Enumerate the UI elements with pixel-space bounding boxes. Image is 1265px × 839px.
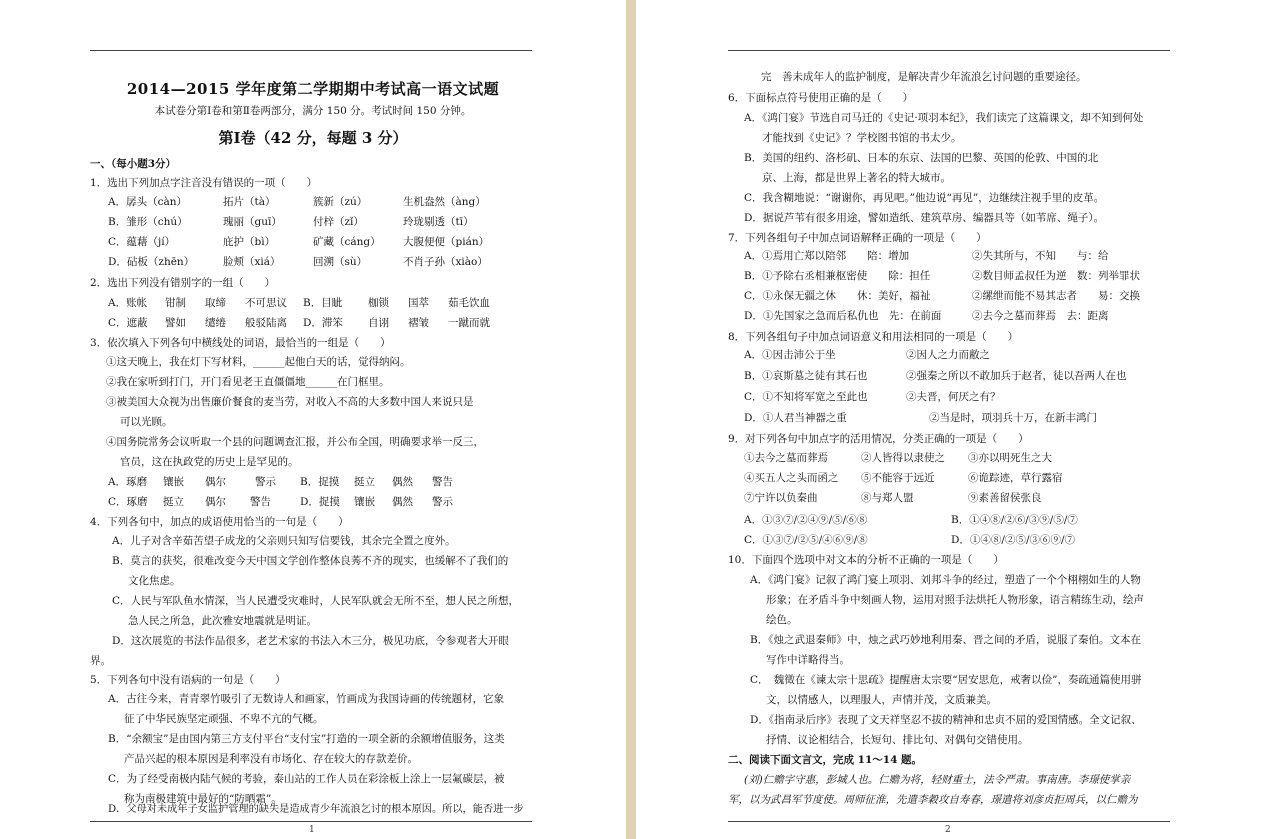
section-heading: 二、阅读下面文言文，完成 11～14 题。 xyxy=(728,754,923,766)
exam-title: 2014—2015 学年度第二学期期中考试高一语文试题 xyxy=(126,80,500,98)
q1-cell: 矿藏（cáng） xyxy=(313,236,381,248)
q3-sentence: ②我在家听到打门，开门看见老王直僵僵地______在门框里。 xyxy=(106,376,390,388)
q3-sentence: ③被美国大众视为出售廉价餐食的麦当劳，对收入不高的大多数中国人来说只是 xyxy=(106,396,474,408)
q8-cell: ②当是时，项羽兵十万，在新丰鸿门 xyxy=(929,412,1097,424)
classical-passage: 军，以为武昌军节度使。周师征淮，先遣李穀攻自寿春，璟遣将刘彦贞拒周兵，以仁赡为 xyxy=(728,794,1138,806)
header-rule xyxy=(728,50,1170,51)
q7-cell: D．①先国家之急而后私仇也 先：在前面 xyxy=(744,310,942,322)
question-3-stem: 3．依次填入下列各句中横线处的词语，最恰当的一组是（ ） xyxy=(90,337,391,349)
q1-cell: 瑰丽（guī） xyxy=(223,216,282,228)
q9-option: C．①③⑦/②⑤/④⑥⑨/⑧ xyxy=(744,534,868,546)
q6-option-c: C．我含糊地说：“谢谢你，再见吧。”他边说“再见”，边继续注视手里的皮革。 xyxy=(744,192,1105,204)
q9-cell: ⑦宁许以负秦曲 xyxy=(744,492,818,504)
q3-cell: 偶尔 xyxy=(205,476,226,488)
q3-cell: 挺立 xyxy=(163,496,184,508)
q3-cell: 偶尔 xyxy=(205,496,226,508)
q2-cell: 取缔 xyxy=(205,297,226,309)
volume-heading: 第Ⅰ卷（42 分，每题 3 分） xyxy=(218,129,408,147)
q1-cell: 付梓（zǐ） xyxy=(313,216,364,228)
q2-cell: 不可思议 xyxy=(245,297,287,309)
q3-cell: D．捉摸 xyxy=(300,496,340,508)
q1-cell: 回溯（sù） xyxy=(313,256,368,268)
question-2-stem: 2．选出下列没有错别字的一组（ ） xyxy=(90,277,276,289)
q5-option-c-cont: 称为南极建筑中最好的“防晒霜”。 xyxy=(124,793,282,805)
question-1-stem: 1．选出下列加点字注音没有错误的一项（ ） xyxy=(90,177,318,189)
q3-cell: 镶嵌 xyxy=(354,496,375,508)
page-gutter xyxy=(626,0,636,839)
q3-cell: 镶嵌 xyxy=(163,476,184,488)
q9-option: D．①④⑧/②⑤/③⑥⑨/⑦ xyxy=(951,534,1076,546)
q1-cell: 脸颊（xiá） xyxy=(223,256,281,268)
q6-option-b: B．美国的纽约、洛杉矶、日本的东京、法国的巴黎、英国的伦敦、中国的北 xyxy=(744,152,1099,164)
q9-cell: ⑧与郑人盟 xyxy=(861,492,914,504)
q10-option-a-cont: 形象；在矛盾斗争中刻画人物，运用对照手法烘托人物形象，语言精练生动，绘声 xyxy=(766,594,1144,606)
q4-option-b: B．莫言的获奖，很难改变今天中国文学创作整体良莠不齐的现实，也缓解不了我们的 xyxy=(112,555,509,567)
q3-cell: 警告 xyxy=(432,476,453,488)
q8-cell: A．①因击沛公于坐 xyxy=(744,349,836,361)
q1-cell: 庇护（bì） xyxy=(223,236,276,248)
q5-option-a-cont: 征了中华民族坚定顽强、不卑不亢的气概。 xyxy=(124,713,324,725)
q9-cell: ⑨素善留侯张良 xyxy=(968,492,1042,504)
q4-option-d: D．这次展览的书法作品很多，老艺术家的书法入木三分，极见功底，令参观者大开眼 xyxy=(112,635,509,647)
q7-cell: ②数目师孟叔任为逆 数：列举罪状 xyxy=(972,270,1140,282)
question-7-stem: 7．下列各组句子中加点词语解释正确的一项是（ ） xyxy=(728,232,987,244)
q2-cell: 譬如 xyxy=(165,317,186,329)
page-2 xyxy=(636,0,1265,839)
q8-cell: C．①不知将军宽之至此也 xyxy=(744,391,868,403)
q4-option-d-cont: 界。 xyxy=(90,655,111,667)
q9-cell: ①去今之墓而葬焉 xyxy=(744,452,828,464)
q10-option-d: D．《指南录后序》表现了文天祥坚忍不拔的精神和忠贞不屈的爱国情感。全文记叙、 xyxy=(750,714,1142,726)
q3-cell: C．琢磨 xyxy=(108,496,148,508)
question-4-stem: 4．下列各句中，加点的成语使用恰当的一句是（ ） xyxy=(90,516,349,528)
q2-cell: 自诩 xyxy=(368,317,389,329)
q6-option-d: D．据说芦苇有很多用途，譬如造纸、建筑草房、编器具等（如苇席、绳子）。 xyxy=(744,212,1105,224)
q9-cell: ⑤不能容于远近 xyxy=(861,472,935,484)
question-5-stem: 5．下列各句中没有语病的一句是（ ） xyxy=(90,674,286,686)
q6-option-b-cont: 京、上海，都是世界上著名的特大城市。 xyxy=(762,172,951,184)
q2-cell: A．账帐 xyxy=(108,297,148,309)
q3-cell: 警告 xyxy=(250,496,271,508)
q1-cell: C．蕴藉（jí） xyxy=(108,236,176,248)
q6-option-a: A．《鸿门宴》节选自司马迁的《史记·项羽本纪》，我们读完了这篇课文，却不知到何处 xyxy=(744,112,1144,124)
q7-cell: A．①焉用亡郑以陪邻 陪：增加 xyxy=(744,250,910,262)
q10-option-d-cont: 抒情、议论相结合，长短句、排比句、对偶句交错使用。 xyxy=(766,734,1029,746)
q8-cell: ②夫晋，何厌之有？ xyxy=(906,391,1001,403)
page-number: 2 xyxy=(945,825,951,835)
footer-rule xyxy=(728,821,1170,822)
q8-cell: B．①哀斯墓之徒有其石也 xyxy=(744,370,868,382)
q1-cell: 大腹便便（pián） xyxy=(403,236,490,248)
q10-option-c: C． 魏徵在《谏太宗十思疏》提醒唐太宗要“居安思危，戒奢以俭”，奏疏通篇使用骈 xyxy=(750,674,1142,686)
q3-sentence: ①这天晚上，我在灯下写材料，______起他白天的话，觉得纳闷。 xyxy=(106,356,411,368)
q1-cell: 簇新（zú） xyxy=(313,196,368,208)
page-number: 1 xyxy=(309,825,315,835)
q7-cell: B．①予除右丞相兼枢密使 除：担任 xyxy=(744,270,931,282)
q2-cell: 一蹴而就 xyxy=(448,317,490,329)
q3-sentence: ④国务院常务会议听取一个县的问题调查汇报，并公布全国，明确要求举一反三， xyxy=(106,436,484,448)
q2-cell: 钳制 xyxy=(165,297,186,309)
q1-cell: 生机盎然（àng） xyxy=(403,196,486,208)
q10-option-c-cont: 文，以情感人，以理服人，声情并茂，文质兼美。 xyxy=(766,694,997,706)
q2-cell: B．目眦 xyxy=(303,297,343,309)
q2-cell: D．滞笨 xyxy=(303,317,343,329)
page-1 xyxy=(0,0,626,839)
q3-sentence: 可以光顾。 xyxy=(120,416,173,428)
q8-cell: ②因人之力而敝之 xyxy=(906,349,990,361)
q4-option-a: A．儿子对含辛茹苦望子成龙的父亲则只知写信要钱，其余完全置之度外。 xyxy=(112,535,456,547)
q5-option-b-cont: 产品兴起的根本原因是利率没有市场化、存在较大的存款差价。 xyxy=(124,753,418,765)
q7-cell: C．①永保无疆之休 休：美好，福祉 xyxy=(744,290,931,302)
q5-option-b: B．“余额宝”是由国内第三方支付平台“支付宝”打造的一项全新的余额增值服务，这类 xyxy=(108,733,505,745)
question-8-stem: 8．下列各组句子中加点词语意义和用法相同的一项是（ ） xyxy=(728,331,1019,343)
q3-sentence: 官员，这在执政党的历史上是罕见的。 xyxy=(120,456,299,468)
q10-option-b-cont: 写作中详略得当。 xyxy=(766,654,850,666)
question-10-stem: 10．下面四个选项中对文本的分析不正确的一项是（ ） xyxy=(728,554,1004,566)
q1-cell: B．雏形（chú） xyxy=(108,216,188,228)
q3-cell: 挺立 xyxy=(354,476,375,488)
q2-cell: 般驳陆离 xyxy=(245,317,287,329)
q1-cell: 不肖子孙（xiào） xyxy=(403,256,488,268)
q1-row: A．孱头（càn） xyxy=(108,196,187,208)
q2-cell: 国萃 xyxy=(408,297,429,309)
q10-option-a-cont: 绘色。 xyxy=(766,614,798,626)
section-heading: 一、（每小题3分） xyxy=(90,158,177,170)
q2-cell: 褶皱 xyxy=(408,317,429,329)
q3-cell: 警示 xyxy=(432,496,453,508)
q1-cell: 玲珑剔透（tī） xyxy=(403,216,474,228)
q6-option-a-cont: 才能找到《史记》？学校图书馆的书太少。 xyxy=(762,132,962,144)
footer-rule xyxy=(90,821,532,822)
q2-cell: 缱绻 xyxy=(205,317,226,329)
q9-cell: ④买五人之头而函之 xyxy=(744,472,839,484)
q3-cell: 警示 xyxy=(255,476,276,488)
q1-cell: D．砧板（zhēn） xyxy=(108,256,195,268)
q10-option-a: A．《鸿门宴》记叙了鸿门宴上项羽、刘邦斗争的经过，塑造了一个个栩栩如生的人物 xyxy=(750,574,1141,586)
q9-cell: ⑥诡踪迹，草行露宿 xyxy=(968,472,1063,484)
q5-option-d-cont: 完 善未成年人的监护制度，是解决青少年流浪乞讨问题的重要途径。 xyxy=(761,71,1087,83)
question-6-stem: 6．下面标点符号使用正确的是（ ） xyxy=(728,92,914,104)
q7-cell: ②失其所与，不知 与：给 xyxy=(972,250,1109,262)
exam-subtitle: 本试卷分第Ⅰ卷和第Ⅱ卷两部分，满分 150 分。考试时间 150 分钟。 xyxy=(154,105,472,117)
q4-option-b-cont: 文化焦虑。 xyxy=(128,575,181,587)
q7-cell: ②缧绁而能不易其志者 易：交换 xyxy=(972,290,1140,302)
q5-option-d: D．父母对未成年子女监护管理的缺失是造成青少年流浪乞讨的根本原因。所以，能否进一步 xyxy=(108,804,524,815)
classical-passage: (刘)仁赡字守惠，彭城人也。仁赡为将，轻财重士，法令严肃。事南唐。李璟使掌亲 xyxy=(744,774,1131,786)
q10-option-b: B．《烛之武退秦师》中，烛之武巧妙地利用秦、晋之间的矛盾，说服了秦伯。文本在 xyxy=(750,634,1141,646)
q4-option-c-cont: 急人民之所急，此次雅安地震就是明证。 xyxy=(128,615,317,627)
q9-cell: ②人皆得以隶使之 xyxy=(861,452,945,464)
q8-cell: ②强秦之所以不敢加兵于赵者，徒以吾两人在也 xyxy=(906,370,1127,382)
q3-cell: 偶然 xyxy=(392,476,413,488)
q2-cell: C．遮蔽 xyxy=(108,317,148,329)
q5-option-c: C．为了经受南极内陆气候的考验，泰山站的工作人员在彩涂板上涂上一层氟碳层，被 xyxy=(108,773,505,785)
q2-cell: 茹毛饮血 xyxy=(448,297,490,309)
q9-option: A．①③⑦/②④⑨/⑤/⑥⑧ xyxy=(744,514,868,526)
q3-cell: 偶然 xyxy=(392,496,413,508)
header-rule xyxy=(90,50,532,51)
q1-cell: 拓片（tà） xyxy=(223,196,276,208)
q7-cell: ②去今之墓而葬焉 去：距离 xyxy=(972,310,1109,322)
q3-cell: B．捉摸 xyxy=(300,476,340,488)
q5-option-a: A．古往今来，青青翠竹吸引了无数诗人和画家，竹画成为我国诗画的传统题材，它象 xyxy=(108,693,505,705)
q4-option-c: C．人民与军队鱼水情深，当人民遭受灾难时，人民军队就会无所不至，想人民之所想， xyxy=(112,595,520,607)
q8-cell: D．①人君当神器之重 xyxy=(744,412,847,424)
question-9-stem: 9．对下列各句中加点字的活用情况，分类正确的一项是（ ） xyxy=(728,433,1029,445)
q2-cell: 枷锁 xyxy=(368,297,389,309)
q9-cell: ③亦以明死生之大 xyxy=(968,452,1052,464)
q3-cell: A．琢磨 xyxy=(108,476,148,488)
q9-option: B．①④⑧/②⑥/③⑨/⑤/⑦ xyxy=(951,514,1078,526)
